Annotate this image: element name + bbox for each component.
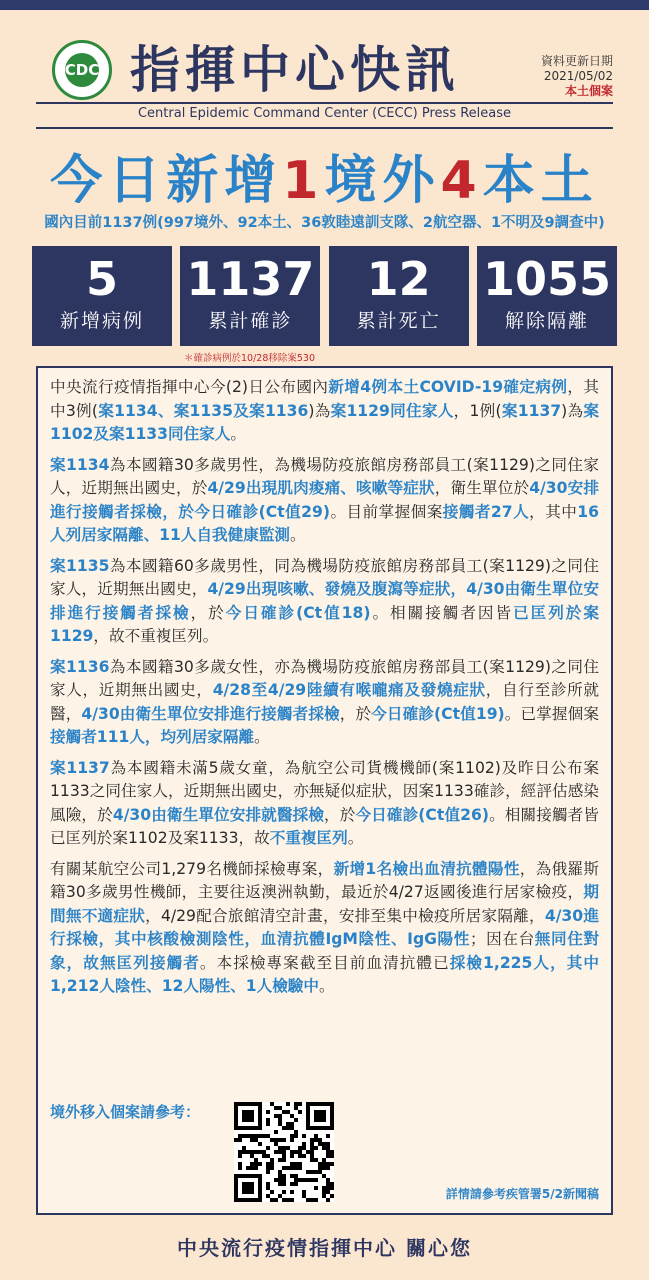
highlight-text: 案1134 <box>50 455 110 474</box>
body-text: )為 <box>561 401 584 420</box>
stat-released <box>477 246 617 346</box>
highlight-text: 4/29出現咳嗽、發燒及腹瀉等症狀，4/30由衛生單位安排進行接觸者採檢 <box>50 580 599 622</box>
stat-value: 5 <box>85 252 118 306</box>
body-text: ，於 <box>339 704 372 723</box>
highlight-text: 今日確診(Ct值19) <box>371 704 505 723</box>
footer-slogan: 中央流行疫情指揮中心 關心您 <box>177 1236 472 1260</box>
page-title: 指揮中心快訊 <box>130 41 460 99</box>
stat-label: 累計確診 <box>208 310 293 332</box>
qr-label: 境外移入個案請參考： <box>50 1103 201 1121</box>
stat-total-confirmed <box>180 246 320 346</box>
headline <box>0 138 649 213</box>
highlight-text: 接觸者27人 <box>442 502 530 521</box>
body-text: 為本國籍60多歲男性，同為機場防疫旅館房務部員工(案1129)之同住家人，近期無出國史， <box>50 556 600 598</box>
highlight-text: 案1129同住家人 <box>330 401 454 420</box>
highlight-text: 案1136 <box>50 657 110 676</box>
body-text: 中央流行疫情指揮中心今(2)日公布國內 <box>50 378 329 396</box>
body-text: 。 <box>230 425 246 443</box>
highlight-text: 採檢1,225人，其中1,212人陰性、12人陽性、1人檢驗中 <box>50 953 599 995</box>
highlight-text: 案1137 <box>50 758 110 777</box>
cdc-logo-mark: CDC <box>65 53 99 87</box>
highlight-text: 新增1名檢出血清抗體陽性 <box>333 859 520 878</box>
body-text: ，其中 <box>529 502 578 521</box>
stat-label: 新增病例 <box>59 310 144 332</box>
qr-code-icon[interactable] <box>234 1102 334 1202</box>
highlight-text: 16人列居家隔離、11人自我健康監測 <box>50 502 599 544</box>
highlight-text: 新增4例本土COVID-19確定病例 <box>328 378 568 396</box>
case-paragraph <box>50 757 599 851</box>
body-text: 。目前掌握個案 <box>329 502 443 521</box>
body-text: ，其中3例( <box>50 378 599 420</box>
body-text: ，自行至診所就醫， <box>50 681 599 723</box>
english-subtitle: Central Epidemic Command Center (CECC) Press Release <box>137 106 512 121</box>
headline-local-count: 4 <box>440 151 483 211</box>
body-text: ，1例( <box>453 401 502 420</box>
cdc-logo <box>52 40 112 100</box>
highlight-text: 接觸者111人，均列居家隔離 <box>50 728 255 746</box>
stat-label: 累計死亡 <box>356 310 441 332</box>
highlight-text: 4/30由衛生單位安排就醫採檢 <box>112 805 325 824</box>
body-text: 。相關接觸者皆已匡列於案1102及案1133，故 <box>50 805 599 847</box>
body-text: 為本國籍未滿5歲女童，為航空公司貨機機師(案1102)及昨日公布案1133之同住家人，近期無出國史，亦無疑似症狀，因案1133確診，經評估感染風險，於 <box>50 758 599 824</box>
headline-part3: 本土 <box>482 151 599 211</box>
stat-new-cases <box>32 246 172 346</box>
update-info <box>541 54 613 99</box>
highlight-text: 4/29出現肌肉痠痛、咳嗽等症狀 <box>207 479 435 497</box>
case-paragraph <box>50 454 599 548</box>
header-divider-bottom <box>36 127 613 129</box>
headline-part2: 境外 <box>324 151 441 211</box>
highlight-text: 4/30安排進行接觸者採檢，於今日確診(Ct值29) <box>50 479 599 521</box>
header-divider-top <box>36 102 613 104</box>
content-panel <box>36 366 613 1215</box>
stats-row <box>32 246 617 346</box>
body-text: 為本國籍30多歲女性，亦為機場防疫旅館房務部員工(案1129)之同住家人，近期無出國史， <box>50 657 600 699</box>
headline-part1: 今日新增 <box>50 151 283 211</box>
case-summary: 國內目前1137例(997境外、92本土、36敦睦遠訓支隊、2航空器、1不明及9調查中) <box>44 215 605 231</box>
update-date: 2021/05/02 <box>543 69 613 83</box>
body-text: ，於 <box>324 805 356 824</box>
reference-note: 詳情請參考疾管署5/2新聞稿 <box>445 1187 599 1201</box>
body-text: 。 <box>290 526 306 544</box>
case-type-label: 本土個案 <box>564 84 613 98</box>
body-text: )為 <box>308 401 331 420</box>
highlight-text: 不重複匡列 <box>269 829 348 847</box>
highlight-text: 今日確診(Ct值26) <box>355 805 489 824</box>
body-text: ，衛生單位於 <box>434 479 530 497</box>
body-text: 。 <box>347 829 364 847</box>
highlight-text: 期間無不適症狀 <box>50 883 599 925</box>
highlight-text: 今日確診(Ct值18) <box>225 603 371 622</box>
footnote: ＊確診病例於10/28移除案530 <box>184 353 316 364</box>
paragraphs <box>38 368 611 999</box>
highlight-text: 4/30由衛生單位安排進行接觸者採檢 <box>81 704 340 723</box>
stat-label: 解除隔離 <box>504 310 589 332</box>
body-text: ，故不重複匡列。 <box>93 627 219 645</box>
body-text: ，為俄羅斯籍30多歲男性機師，主要往返澳洲執勤，最近於4/27返國後進行居家檢疫， <box>50 859 599 901</box>
highlight-text: 4/28至4/29陸續有喉嚨痛及發燒症狀 <box>212 681 486 699</box>
highlight-text: 案1134、案1135及案1136 <box>98 401 309 420</box>
body-text: 。相關接觸者因皆 <box>370 603 514 622</box>
update-label: 資料更新日期 <box>540 54 613 68</box>
stat-total-deaths <box>329 246 469 346</box>
highlight-text: 案1102及案1133同住家人 <box>50 401 599 443</box>
body-text: ，4/29配合旅館清空計畫，安排至集中檢疫所居家隔離， <box>145 906 545 925</box>
highlight-text: 已匡列於案1129 <box>50 603 599 645</box>
body-text: 有關某航空公司1,279名機師採檢專案， <box>50 859 334 878</box>
body-text: 。已掌握個案 <box>504 704 599 723</box>
stat-value: 1137 <box>186 252 315 306</box>
case-paragraph <box>50 656 599 750</box>
highlight-text: 案1135 <box>50 556 110 575</box>
body-text: 。 <box>254 728 270 746</box>
case-paragraph <box>50 858 599 999</box>
highlight-text: 4/30進行採檢，其中核酸檢測陰性，血清抗體IgM陰性、IgG陽性 <box>50 906 599 948</box>
headline-imported-count: 1 <box>282 151 325 211</box>
case-paragraph <box>50 555 599 649</box>
body-text: 為本國籍30多歲男性，為機場防疫旅館房務部員工(案1129)之同住家人，近期無出國史，於 <box>50 455 600 497</box>
stat-value: 12 <box>366 252 431 306</box>
body-text: 。 <box>319 977 335 995</box>
case-paragraph <box>50 376 599 447</box>
body-text: ，於 <box>190 603 226 622</box>
top-bar <box>0 0 649 10</box>
highlight-text: 無同住對象，故無匡列接觸者 <box>50 930 599 972</box>
body-text: ；因在台 <box>469 930 535 948</box>
highlight-text: 案1137 <box>501 401 562 420</box>
body-text: 。本採檢專案截至目前血清抗體已 <box>199 953 450 972</box>
stat-value: 1055 <box>482 252 611 306</box>
